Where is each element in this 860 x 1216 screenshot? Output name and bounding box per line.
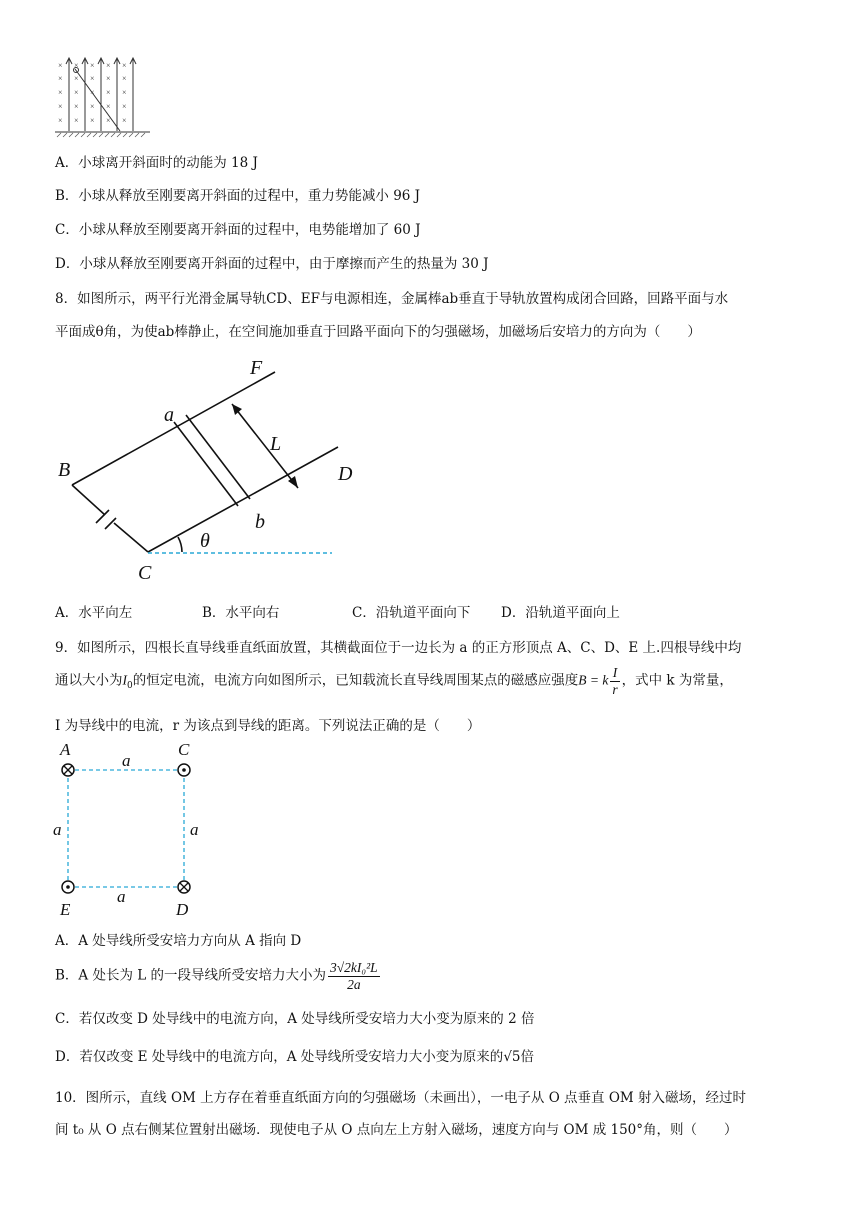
q8-label-d: D xyxy=(338,463,353,485)
svg-text:×: × xyxy=(74,88,79,97)
q9-stem-line-3: I 为导线中的电流，r 为该点到导线的距离。下列说法正确的是（ ） xyxy=(55,718,481,734)
svg-text:×: × xyxy=(58,74,63,83)
svg-text:×: × xyxy=(106,102,111,111)
svg-text:×: × xyxy=(122,102,127,111)
q9-label-top-side: a xyxy=(122,751,131,770)
svg-text:×: × xyxy=(90,102,95,111)
svg-text:×: × xyxy=(74,61,79,70)
svg-text:×: × xyxy=(106,88,111,97)
q10-stem-line-2: 间 t₀ 从 O 点右侧某位置射出磁场．现使电子从 O 点向左上方射入磁场，速度方向与 OM 成 150°角，则（ ） xyxy=(55,1122,738,1138)
q8-rail-figure xyxy=(50,352,370,587)
q9-label-d-vertex: D xyxy=(176,900,189,919)
svg-text:×: × xyxy=(58,102,63,111)
svg-text:×: × xyxy=(58,61,63,70)
q7-option-a: A．小球离开斜面时的动能为 18 J xyxy=(55,155,258,171)
q9-label-right-side: a xyxy=(190,820,199,839)
q8-option-a: A．水平向左 xyxy=(55,605,133,621)
q8-label-f: F xyxy=(250,357,263,379)
q9-option-d: D．若仅改变 E 处导线中的电流方向，A 处导线所受安培力大小变为原来的√5倍 xyxy=(55,1049,535,1065)
q9-label-a-vertex: A xyxy=(60,740,71,759)
q8-option-b: B．水平向右 xyxy=(202,605,280,621)
q9-label-bottom-side: a xyxy=(117,887,126,906)
svg-text:×: × xyxy=(122,74,127,83)
q8-label-c: C xyxy=(138,562,152,584)
q8-label-a: a xyxy=(164,404,174,426)
q9-label-c-vertex: C xyxy=(178,740,190,759)
svg-text:×: × xyxy=(106,61,111,70)
svg-text:×: × xyxy=(74,74,79,83)
svg-text:×: × xyxy=(106,74,111,83)
svg-text:×: × xyxy=(90,74,95,83)
svg-text:×: × xyxy=(90,116,95,125)
q8-label-b-lower: b xyxy=(255,511,265,533)
q9-square-figure xyxy=(50,740,220,920)
q7-option-c: C．小球从释放至刚要离开斜面的过程中，电势能增加了 60 J xyxy=(55,222,421,238)
q9-stem-line-1: 9．如图所示，四根长直导线垂直纸面放置，其横截面位于一边长为 a 的正方形顶点 A、C、D、E 上.四根导线中均 xyxy=(55,640,742,656)
q9-label-e-vertex: E xyxy=(60,900,71,919)
q8-stem-line-1: 8．如图所示，两平行光滑金属导轨CD、EF与电源相连，金属棒ab垂直于导轨放置构成闭合回路，回路平面与水 xyxy=(55,291,729,307)
q8-label-theta: θ xyxy=(200,530,210,552)
svg-text:×: × xyxy=(58,88,63,97)
svg-text:×: × xyxy=(106,116,111,125)
svg-text:×: × xyxy=(90,88,95,97)
q8-option-d: D．沿轨道平面向上 xyxy=(501,605,620,621)
q9-option-b: B．A 处长为 L 的一段导线所受安培力大小为 $\frac{\text{3√2kI₀²L}}{2a}$ xyxy=(55,960,378,992)
q9-stem-line-2: 通以大小为$I_0$的恒定电流，电流方向如图所示，已知载流长直导线周围某点的磁感应强度B = k $\frac{I}{r}$ ，式中 k 为常量， xyxy=(55,665,733,697)
svg-text:×: × xyxy=(90,61,95,70)
q8-label-l: L xyxy=(270,433,282,455)
q8-label-b-upper: B xyxy=(58,459,71,481)
q9-option-a: A．A 处导线所受安培力方向从 A 指向 D xyxy=(55,933,302,949)
q7-option-b: B．小球从释放至刚要离开斜面的过程中，重力势能减小 96 J xyxy=(55,188,421,204)
q9-option-c: C．若仅改变 D 处导线中的电流方向，A 处导线所受安培力大小变为原来的 2 倍 xyxy=(55,1011,535,1027)
svg-text:×: × xyxy=(74,116,79,125)
svg-text:×: × xyxy=(122,61,127,70)
q8-option-c: C．沿轨道平面向下 xyxy=(352,605,471,621)
q7-field-figure xyxy=(55,55,155,140)
svg-text:×: × xyxy=(74,102,79,111)
q8-stem-line-2: 平面成θ角，为使ab棒静止，在空间施加垂直于回路平面向下的匀强磁场，加磁场后安培力的方向为（ ） xyxy=(55,324,701,340)
svg-text:×: × xyxy=(58,116,63,125)
svg-text:×: × xyxy=(122,116,127,125)
q10-stem-line-1: 10．图所示，直线 OM 上方存在着垂直纸面方向的匀强磁场（未画出），一电子从 O 点垂直 OM 射入磁场，经过时 xyxy=(55,1090,747,1106)
svg-text:×: × xyxy=(122,88,127,97)
q7-option-d: D．小球从释放至刚要离开斜面的过程中，由于摩擦而产生的热量为 30 J xyxy=(55,256,489,272)
q9-label-left-side: a xyxy=(53,820,62,839)
